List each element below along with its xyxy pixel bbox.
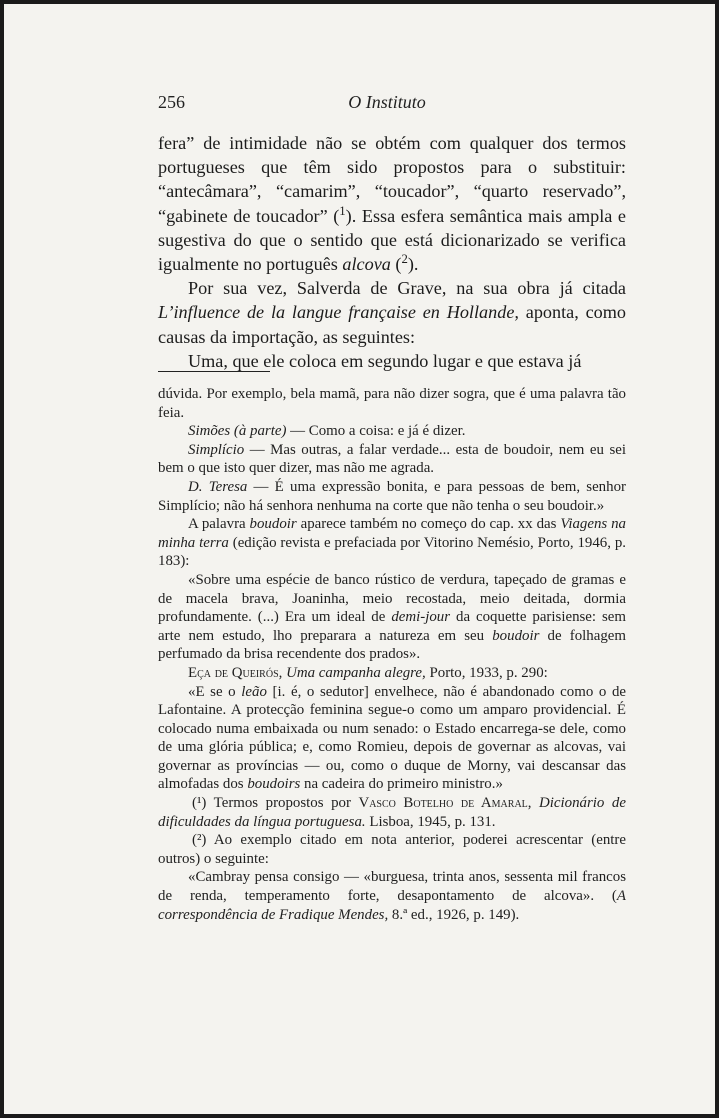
main-text bbox=[158, 131, 626, 373]
note-line: «E se o leão [i. é, o sedutor] envelhece, não é abandonado como o de Lafontaine. A protecção feminina segue-o como um amparo providencial. É colocado numa embaixada ou num senado: o Estado encarrega-se dele, como de uma glória pública; e, como Romieu, depois de governar as alcovas, vai governar as províncias — ou, como o duque de Morny, vai descansar das almofadas dos boudoirs na cadeira do primeiro ministro.» bbox=[158, 683, 627, 793]
footnote-divider bbox=[158, 371, 270, 372]
note-line: Eça de Queirós, Uma campanha alegre, Porto, 1933, p. 290: bbox=[188, 664, 548, 681]
footnotes bbox=[158, 385, 626, 924]
footnote-1: (¹) Termos propostos por Vasco Botelho de Amaral, Dicionário de dificuldades da língua portuguesa. Lisboa, 1945, p. 131. bbox=[158, 795, 626, 830]
running-title: O Instituto bbox=[348, 92, 426, 112]
paragraph: Uma, que ele coloca em segundo lugar e que estava já bbox=[188, 350, 582, 371]
note-line: «Cambray pensa consigo — «burguesa, trinta anos, sessenta mil francos de renda, temperamento forte, desapontamento de alcova». (A correspondência de Fradique Mendes, 8.ª ed., 1926, p. 149). bbox=[158, 869, 626, 923]
note-line: «Sobre uma espécie de banco rústico de verdura, tapeçado de gramas e de macela brava, Joaninha, meio recostada, meio deitada, dormia profundamente. (...) Era um ideal de demi-jour da coquette parisiense: sem arte nem estudo, lho preparara a natureza em seu boudoir de folhagem perfumado da brisa recendente dos prados». bbox=[158, 571, 626, 663]
paragraph: Por sua vez, Salverda de Grave, na sua obra já citada L’influence de la langue française en Hollande, aponta, como causas da importação, as seguintes: bbox=[158, 278, 626, 347]
page-number: 256 bbox=[158, 92, 185, 112]
footnote-ref: 1 bbox=[339, 203, 346, 218]
paragraph: fera” de intimidade não se obtém com qualquer dos termos portugueses que têm sido propostos para o substituir: “antecâmara”, “camarim”, “toucador”, “quarto reservado”, “gabinete de toucador” ($^1$). Essa esfera semântica mais ampla e sugestiva do que o sentido que está dicionarizado se verifica igualmente no português alcova ($^2$). bbox=[158, 133, 626, 275]
note-line: Simplício — Mas outras, a falar verdade... esta de boudoir, nem eu sei bem o que isto quer dizer, mas não me agrada. bbox=[158, 441, 626, 477]
note-line: dúvida. Por exemplo, bela mamã, para não dizer sogra, que é uma palavra tão feia. bbox=[158, 386, 626, 421]
footnote-2: (²) Ao exemplo citado em nota anterior, poderei acrescentar (entre outros) o seguinte: bbox=[158, 832, 626, 867]
note-line: A palavra boudoir aparece também no começo do cap. xx das Viagens na minha terra (edição revista e prefaciada por Vitorino Nemésio, Porto, 1946, p. 183): bbox=[158, 516, 627, 570]
work-title: L’influence de la langue française en Hollande, bbox=[158, 302, 519, 323]
note-line: Simões (à parte) — Como a coisa: e já é dizer. bbox=[188, 423, 466, 440]
note-line: D. Teresa — É uma expressão bonita, e para pessoas de bem, senhor Simplício; não há senhora nenhuma na corte que não tenha o seu boudoir.» bbox=[158, 478, 626, 514]
footnote-ref: 2 bbox=[401, 251, 408, 266]
page-header bbox=[158, 92, 616, 116]
